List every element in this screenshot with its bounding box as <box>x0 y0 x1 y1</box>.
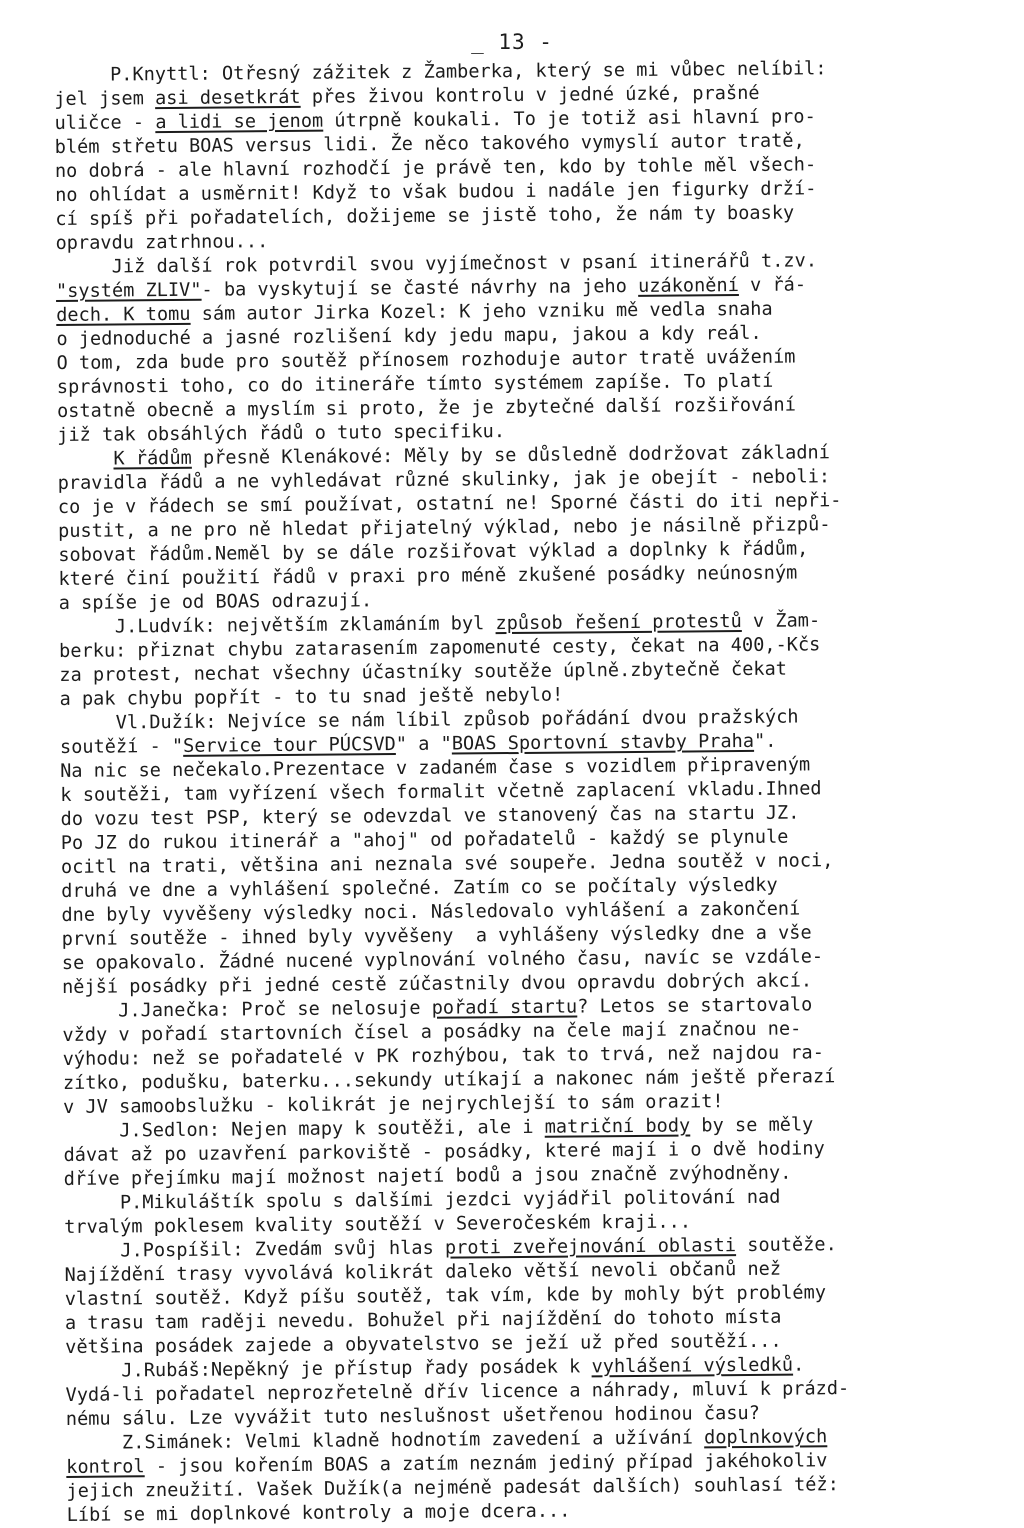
text-segment: přes živou kontrolu v jedné úzké, prašné <box>300 82 760 108</box>
underlined-text: K řádům <box>113 447 192 470</box>
text-segment: by se měly <box>690 1114 814 1137</box>
text-segment: vlastní soutěž. Když píšu soutěž, tak vím, kde by mohly být problémy <box>64 1282 827 1310</box>
text-segment: druhá ve dne a vyhlášení společné. Zatím co se počítaly výsledky <box>61 874 778 902</box>
text-segment: sám autor Jirka Kozel: K jeho vzniku mě vedla snaha <box>190 298 773 325</box>
text-segment: - ba vyskytují se časté návrhy na jeho <box>201 275 639 301</box>
page-number: _ 13 - <box>471 30 553 54</box>
underlined-text: uzákonění <box>637 275 739 297</box>
text-segment: P.Knyttl: Otřesný zážitek z <box>54 61 413 86</box>
text-segment: Z.Simánek: Velmi kladně hodnotím zavedení a užívání <box>65 1427 705 1454</box>
text-segment: zítko, podušku, baterku...sekundy utíkají a nakonec nám ještě přerazí <box>62 1066 836 1094</box>
text-segment: J.Janečka: Proč se nelosuje <box>62 997 432 1022</box>
underlined-text: dech. K tomu <box>56 303 191 326</box>
text-segment: a spíše je od BOAS odrazují. <box>58 590 373 614</box>
text-segment: útrpně koukali. To je totiž asi hlavní pro- <box>323 106 816 132</box>
underlined-text: BOAS Sportovní stavby Praha <box>451 730 755 755</box>
text-segment: Najíždění trasy vyvolává kolikrát daleko větší nevoli občanů než <box>64 1258 782 1286</box>
text-segment: Na nic se nečekalo.Prezentace v zadaném čase s vozidlem připraveným <box>60 754 811 782</box>
text-segment: většina posádek zajede a obyvatelstvo se ježí už před soutěží... <box>65 1330 782 1358</box>
text-segment: ? Letos se startovalo <box>577 994 813 1018</box>
underlined-text: proti zveřejnování oblasti <box>444 1235 737 1259</box>
text-segment: - jsou kořením BOAS a zatím neznám jediný případ jakéhokoliv <box>144 1450 828 1478</box>
text-segment: které činí použití řádů v praxi pro méně zkušené posádky neúnosným <box>58 562 798 590</box>
text-segment: nému sálu. Lze vyvážit tuto neslušnost ušetřenou hodinou času? <box>65 1402 760 1430</box>
text-segment: do vozu test PSP, který se odevzdal ve stanovený čas na startu JZ. <box>60 802 800 830</box>
text-segment: k soutěži, tam vyřízení všech formalit včetně zaplacení vkladu.Ihned <box>60 778 822 806</box>
text-segment: Žamberka, který se mi vůbec nelíbil: <box>423 58 827 83</box>
text-segment: soutěže. <box>735 1234 837 1257</box>
text-segment: a trasu tam raději nevedu. Bohužel při najíždění do tohoto místa <box>64 1306 782 1334</box>
underlined-text: vyhlášení výsledků <box>591 1354 794 1378</box>
text-segment: Vl.Dužík: Nejvíce se nám líbil způsob pořádání dvou pražských <box>59 706 799 734</box>
underlined-text: pořadí startu <box>431 996 578 1019</box>
text-segment: se opakovalo. Žádné nucené vyplnování volného času, navíc se vzdále- <box>61 946 824 974</box>
text-segment: a pak chybu popřít - to tu snad ještě nebylo! <box>59 684 564 710</box>
text-segment: ocitl na trati, většina ani neznala své soupeře. Jedna soutěž v noci, <box>60 850 834 878</box>
text-segment: cí spíš při pořadatelích, dožijeme se jistě toho, že nám ty boasky <box>55 202 795 230</box>
text-segment: . <box>792 1354 805 1376</box>
text-segment: dávat až po uzavření parkoviště - posádky, které mají i o dvě hodiny <box>63 1138 825 1166</box>
underlined-text: "systém ZLIV" <box>55 279 202 302</box>
text-segment: dne byly vyvěšeny výsledky noci. Následovalo vyhlášení a zakončení <box>61 898 801 926</box>
typewritten-text-body <box>54 56 1007 1528</box>
text-segment: no ohlídat a usměrnit! Když to však budou i nadále jen figurky drží- <box>55 178 817 206</box>
text-segment: trvalým poklesem kvality soutěží v Severočeském kraji... <box>64 1211 692 1238</box>
text-segment: v JV samoobslužku - kolikrát je nejrychlejší to sám orazit! <box>63 1091 724 1118</box>
text-segment: sobovat řádům.Neměl by se dále rozšiřovat výklad a doplnky k řádům, <box>58 538 809 566</box>
text-segment: ostatně obecně a myslím si proto, že je zbytečné další rozšiřování <box>56 394 796 422</box>
text-segment <box>57 448 113 469</box>
underlined-text: doplnkových <box>704 1426 828 1449</box>
text-segment: J.Ludvík: největším zklamáním byl <box>58 613 496 638</box>
text-segment: dříve přejímku mají možnost najetí bodů a jsou značně zvýhodněny. <box>63 1162 792 1190</box>
text-segment: správnosti toho, co do itineráře tímto systémem zapíše. To platí <box>56 370 774 398</box>
text-segment: pravidla řádů a ne vyhledávat různé skulinky, jak je obejít - neboli: <box>57 466 831 494</box>
text-segment: J.Sedlon: Nejen mapy k soutěži, ale i <box>63 1116 545 1142</box>
text-segment: berku: přiznat chybu zatarasením zapomenuté cesty, čekat na 400,-Kčs <box>59 634 821 662</box>
underlined-text: a lidi se jenom <box>155 110 324 134</box>
text-segment: J.Rubáš:Nepěkný je přístup řady posádek k <box>65 1356 592 1382</box>
text-segment: Po JZ do rukou itinerář a "ahoj" od pořadatelů - každý se plynule <box>60 826 789 854</box>
text-segment: již tak obsáhlých řádů o tuto specifiku. <box>57 421 506 446</box>
text-segment: co je v řádech se smí používat, ostatní ne! Sporné části do iti nepři- <box>57 490 842 518</box>
text-segment: první soutěže - ihned byly vyvěšeny a vyhlášeny výsledky dne a vše <box>61 922 812 950</box>
text-segment: jejich zneužití. Vašek Dužík(a nejméně padesát dalších) souhlasí též: <box>66 1474 839 1502</box>
text-segment: ". <box>753 730 777 752</box>
underlined-text: způsob řešení protestů <box>495 611 742 635</box>
text-segment: nější posádky při jedné cestě zúčastnily dvou opravdu dobrých akcí. <box>61 970 813 998</box>
underlined-text: kontrol <box>66 1456 145 1478</box>
text-segment: v Žam- <box>741 610 821 633</box>
text-segment: " a " <box>395 733 452 756</box>
text-segment: pustit, a ne pro ně hledat přijatelný výklad, nebo je násilně přizpů- <box>57 514 831 542</box>
text-segment: výhodu: než se pořadatelé v PK rozhýbou, tak to trvá, než najdou ra- <box>62 1042 824 1070</box>
text-segment: v řá- <box>738 274 807 297</box>
text-segment: vždy v pořadí startovních čísel a posádky na čele mají značnou ne- <box>62 1018 802 1046</box>
text-segment: J.Pospíšil: Zvedám svůj hlas <box>64 1237 446 1262</box>
text-segment: za protest, nechat všechny účastníky soutěže úplně.zbytečně čekat <box>59 658 788 686</box>
text-segment: Líbí se mi doplnkové kontroly a moje dcera... <box>66 1500 571 1526</box>
text-segment: Již další rok potvrdil svou vyjímečnost v psaní itinerářů t.zv. <box>55 250 818 278</box>
text-segment: o jednoduché a jasné rozlišení kdy jedu mapu, jakou a kdy reál. <box>56 322 762 350</box>
underlined-text: asi desetkrát <box>154 86 301 110</box>
text-segment: O tom, zda bude pro soutěž přínosem rozhoduje autor tratě uvážením <box>56 346 796 374</box>
text-segment: P.Mikuláštík spolu s dalšími jezdci vyjádřil politování nad <box>63 1186 781 1214</box>
text-segment: jel jsem <box>54 88 156 110</box>
text-segment: Vydá-li pořadatel neprozřetelně dřív licence a náhrady, mluví k prázd- <box>65 1378 850 1406</box>
text-segment: opravdu zatrhnou... <box>55 231 269 254</box>
text-segment: blém střetu BOAS versus lidi. Že něco takového vymyslí autor tratě, <box>54 130 805 158</box>
text-segment: přesně Klenákové: Měly by se důsledně dodržovat základní <box>191 442 830 469</box>
text-segment: soutěží - " <box>59 735 184 758</box>
underlined-text: matriční body <box>544 1115 691 1138</box>
text-segment: no dobrá - ale hlavní rozhodčí je právě ten, kdo by tohle měl všech- <box>54 154 817 182</box>
underlined-text: Service tour PÚCSVD <box>183 734 396 757</box>
text-segment: uličce - <box>54 112 156 134</box>
text-segment <box>412 62 423 83</box>
